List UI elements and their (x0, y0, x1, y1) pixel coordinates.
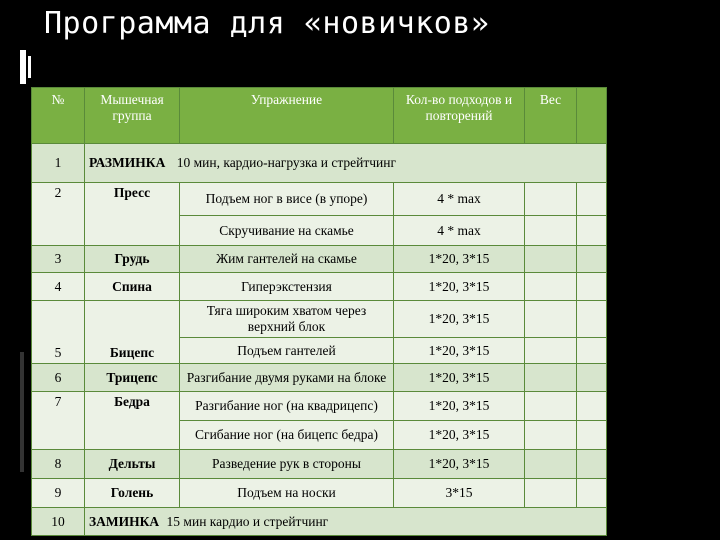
table-row (32, 364, 607, 392)
row-sets: 1*20, 3*15 (394, 450, 525, 479)
row-sets: 1*20, 3*15 (394, 392, 525, 421)
row-sets: 1*20, 3*15 (394, 246, 525, 273)
row-muscle: Спина (85, 273, 180, 301)
row-muscle: Бицепс (85, 301, 180, 364)
row-weight (525, 273, 577, 301)
row-num: 1 (32, 144, 85, 183)
table-row (32, 392, 607, 421)
table-row (32, 301, 607, 338)
row-sets: 1*20, 3*15 (394, 421, 525, 450)
workout-table (31, 87, 607, 536)
table-row (32, 144, 607, 183)
row-exercise: Жим гантелей на скамье (180, 246, 394, 273)
row-exercise: Подъем ног в висе (в упоре) (180, 183, 394, 216)
table-row (32, 450, 607, 479)
table-row (32, 508, 607, 536)
row-num: 9 (32, 479, 85, 508)
table-row (32, 246, 607, 273)
row-extra (577, 338, 607, 364)
row-extra (577, 450, 607, 479)
row-exercise: Подъем на носки (180, 479, 394, 508)
row-sets: 1*20, 3*15 (394, 301, 525, 338)
row-num: 7 (32, 392, 85, 450)
row-exercise: Разгибание ног (на квадрицепс) (180, 392, 394, 421)
row-exercise: Подъем гантелей (180, 338, 394, 364)
row-extra (577, 273, 607, 301)
row-sets: 4 * max (394, 216, 525, 246)
row-muscle: Дельты (85, 450, 180, 479)
header-weight: Вес (525, 88, 577, 144)
row-exercise: Гиперэкстензия (180, 273, 394, 301)
row-sets: 4 * max (394, 183, 525, 216)
row-exercise: 10 мин, кардио-нагрузка и стрейтчинг (176, 155, 397, 170)
table-row (32, 273, 607, 301)
decorative-bar (20, 50, 26, 84)
row-num: 10 (32, 508, 85, 536)
table-row (32, 183, 607, 216)
page-title: Программа для «новичков» (44, 6, 490, 41)
row-weight (525, 216, 577, 246)
cooldown-cell (85, 508, 607, 536)
row-exercise: Разведение рук в стороны (180, 450, 394, 479)
row-num: 2 (32, 183, 85, 246)
table-row (32, 479, 607, 508)
row-extra (577, 364, 607, 392)
row-weight (525, 479, 577, 508)
row-weight (525, 246, 577, 273)
table-header (32, 88, 607, 144)
row-weight (525, 301, 577, 338)
decorative-bar (20, 352, 24, 472)
row-extra (577, 421, 607, 450)
row-weight (525, 421, 577, 450)
row-muscle: Голень (85, 479, 180, 508)
row-extra (577, 301, 607, 338)
header-num: № (32, 88, 85, 144)
row-exercise: Разгибание двумя руками на блоке (180, 364, 394, 392)
header-sets: Кол-во подходов и повторений (394, 88, 525, 144)
row-extra (577, 216, 607, 246)
row-weight (525, 338, 577, 364)
row-extra (577, 246, 607, 273)
row-weight (525, 364, 577, 392)
row-weight (525, 392, 577, 421)
row-muscle: ЗАМИНКА (89, 513, 160, 529)
row-weight (525, 450, 577, 479)
row-muscle: Трицепс (85, 364, 180, 392)
row-sets: 1*20, 3*15 (394, 338, 525, 364)
row-sets: 3*15 (394, 479, 525, 508)
row-extra (577, 183, 607, 216)
row-exercise: Сгибание ног (на бицепс бедра) (180, 421, 394, 450)
row-muscle: Бедра (85, 392, 180, 450)
row-muscle: Грудь (85, 246, 180, 273)
row-extra (577, 392, 607, 421)
row-exercise: Скручивание на скамье (180, 216, 394, 246)
row-extra (577, 479, 607, 508)
row-sets: 1*20, 3*15 (394, 364, 525, 392)
row-muscle: РАЗМИНКА (89, 155, 166, 170)
row-muscle: Пресс (85, 183, 180, 246)
row-num: 4 (32, 273, 85, 301)
row-num: 8 (32, 450, 85, 479)
decorative-bar (28, 56, 31, 78)
row-num: 5 (32, 301, 85, 364)
row-num: 3 (32, 246, 85, 273)
row-exercise: Тяга широким хватом через верхний блок (180, 301, 394, 338)
row-sets: 1*20, 3*15 (394, 273, 525, 301)
header-muscle: Мышечная группа (85, 88, 180, 144)
header-extra (577, 88, 607, 144)
row-exercise: 15 мин кардио и стрейтчинг (166, 513, 329, 529)
row-num: 6 (32, 364, 85, 392)
row-weight (525, 183, 577, 216)
warmup-cell (85, 144, 607, 183)
header-exercise: Упражнение (180, 88, 394, 144)
